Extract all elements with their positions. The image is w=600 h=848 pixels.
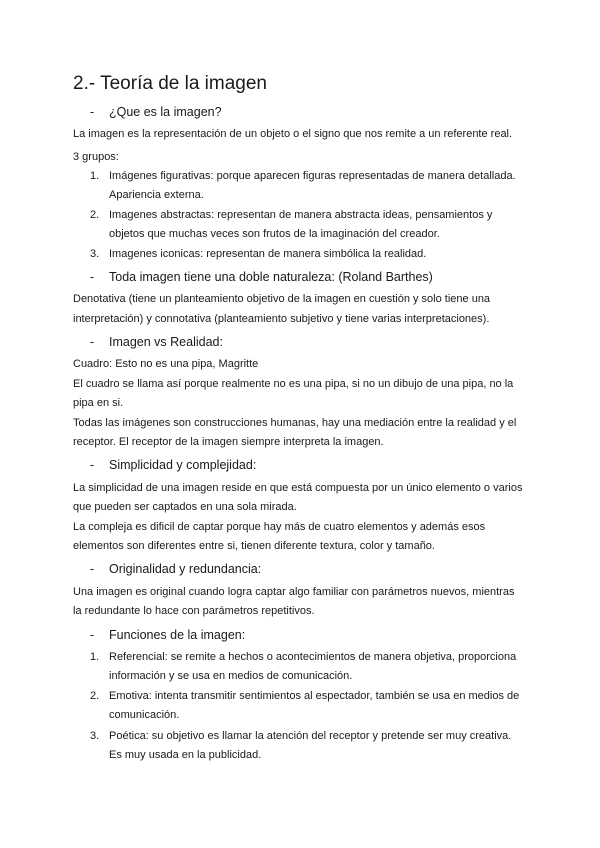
dash-bullet: -: [90, 335, 95, 349]
paragraph-line: El cuadro se llama así porque realmente no es una pipa, si no un dibujo de una pipa, no la: [73, 378, 514, 390]
section-heading-doble-naturaleza: Toda imagen tiene una doble naturaleza: (Roland Barthes): [109, 270, 433, 284]
list-item-line: información y se usa en medios de comunicación.: [109, 670, 353, 682]
list-number: 1.: [90, 170, 100, 182]
paragraph-line: Denotativa (tiene un planteamiento objetivo de la imagen en cuestión y solo tiene una: [73, 293, 491, 305]
paragraph-line: La simplicidad de una imagen reside en que está compuesta por un único elemento o varios: [73, 482, 523, 494]
paragraph-line: Todas las imágenes son construcciones humanas, hay una mediación entre la realidad y el: [73, 417, 517, 429]
section-heading-simplicidad: Simplicidad y complejidad:: [109, 458, 257, 472]
section-heading-funciones: Funciones de la imagen:: [109, 628, 246, 642]
list-number: 3.: [90, 730, 100, 742]
paragraph-line: receptor. El receptor de la imagen siempre interpreta la imagen.: [73, 436, 384, 448]
dash-bullet: -: [90, 628, 95, 642]
paragraph-line: La compleja es dificil de captar porque hay más de cuatro elementos y además esos: [73, 521, 486, 533]
paragraph-line: 3 grupos:: [73, 151, 119, 163]
paragraph-line: que pueden ser captados en una sola mirada.: [73, 501, 297, 513]
list-number: 3.: [90, 248, 100, 260]
paragraph-line: pipa en si.: [73, 397, 124, 409]
section-heading-que-es: ¿Que es la imagen?: [109, 105, 222, 119]
list-item-line: Apariencia externa.: [109, 189, 204, 201]
paragraph-line: elementos son diferentes entre si, tienen diferente textura, color y tamaño.: [73, 540, 435, 552]
paragraph-line: la redundante lo hace con parámetros repetitivos.: [73, 605, 315, 617]
paragraph-line: La imagen es la representación de un objeto o el signo que nos remite a un referente real.: [73, 128, 513, 140]
paragraph-line: interpretación) y connotativa (planteamiento subjetivo y tiene varias interpretaciones).: [73, 313, 490, 325]
list-item-line: Referencial: se remite a hechos o acontecimientos de manera objetiva, proporciona: [109, 651, 517, 663]
list-item-line: Imagenes abstractas: representan de manera abstracta ideas, pensamientos y: [109, 209, 493, 221]
page-title: 2.- Teoría de la imagen: [73, 73, 267, 94]
dash-bullet: -: [90, 458, 95, 472]
list-item-line: Es muy usada en la publicidad.: [109, 749, 262, 761]
dash-bullet: -: [90, 270, 95, 284]
list-number: 2.: [90, 209, 100, 221]
list-item-line: objetos que muchas veces son frutos de la imaginación del creador.: [109, 228, 440, 240]
paragraph-line: Una imagen es original cuando logra captar algo familiar con parámetros nuevos, mientras: [73, 586, 515, 598]
section-heading-imagen-vs-realidad: Imagen vs Realidad:: [109, 335, 223, 349]
list-item-line: Imágenes figurativas: porque aparecen figuras representadas de manera detallada.: [109, 170, 516, 182]
list-item-line: Emotiva: intenta transmitir sentimientos al espectador, también se usa en medios de: [109, 690, 520, 702]
paragraph-line: Cuadro: Esto no es una pipa, Magritte: [73, 358, 259, 370]
list-number: 1.: [90, 651, 100, 663]
list-item-line: comunicación.: [109, 709, 180, 721]
section-heading-originalidad: Originalidad y redundancia:: [109, 562, 262, 576]
dash-bullet: -: [90, 562, 95, 576]
list-item-line: Poética: su objetivo es llamar la atención del receptor y pretende ser muy creativa.: [109, 730, 512, 742]
list-item-line: Imagenes iconicas: representan de manera simbólica la realidad.: [109, 248, 427, 260]
dash-bullet: -: [90, 105, 95, 119]
list-number: 2.: [90, 690, 100, 702]
